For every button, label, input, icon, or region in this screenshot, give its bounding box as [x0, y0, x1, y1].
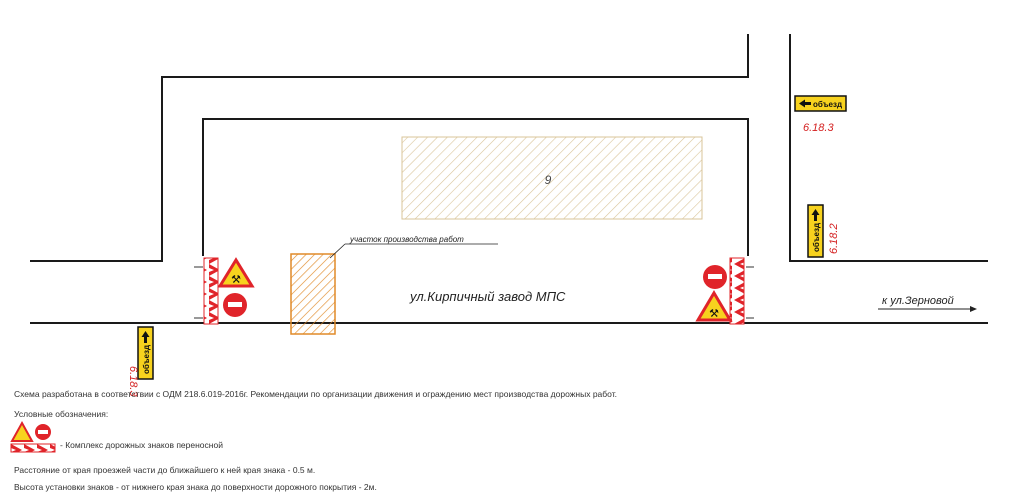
barrier-chevron-right: [730, 258, 744, 324]
building-9: [402, 137, 702, 219]
work-area-hatch: [291, 254, 335, 334]
detour-sign-text: объезд: [813, 100, 843, 109]
building-hatch: [402, 137, 702, 219]
work-area-leader: [330, 244, 345, 258]
direction-label: к ул.Зерновой: [882, 295, 954, 307]
direction-label-group: [878, 295, 977, 312]
scheme-basis-note: Схема разработана в соответствии с ОДМ 218.6.019-2016г. Рекомендации по организации движения и ограждению мест производства дорожных работ.: [14, 389, 618, 399]
sign-complex-left: [194, 258, 252, 324]
sign-complex-right: [698, 258, 754, 324]
height-rule-note: Высота установки знаков - от нижнего края знака до поверхности дорожного покрытия - 2м.: [14, 482, 377, 492]
legend-title: Условные обозначения:: [14, 409, 109, 419]
detour-sign-top-right: [795, 96, 846, 134]
barrier-chevron-left: [204, 258, 218, 324]
distance-rule-note: Расстояние от края проезжей части до ближайшего к ней края знака - 0.5 м.: [14, 465, 316, 475]
road-works-icon-right: ⚒: [709, 308, 719, 320]
detour-sign-text-v2: объезд: [142, 344, 151, 374]
legend-sign-complex-icon: [10, 420, 56, 454]
legend-item: - Комплекс дорожных знаков переносной: [60, 440, 223, 450]
direction-arrow-head: [970, 306, 977, 312]
detour-sign-text-v1: объезд: [812, 222, 821, 252]
work-area-label: участок производства работ: [350, 235, 464, 244]
building-number: 9: [544, 173, 552, 187]
street-name: ул.Кирпичный завод МПС: [410, 289, 566, 304]
road-works-icon-left: ⚒: [231, 274, 241, 286]
sign-code-right-vertical: 6.18.2: [828, 223, 840, 254]
detour-sign-right-vertical: [808, 205, 840, 257]
detour-sign-left-vertical: [127, 327, 153, 397]
sign-code-top-right: 6.18.3: [803, 122, 834, 134]
sign-code-left-vertical: 6.18.3: [127, 366, 139, 397]
work-area: [291, 235, 498, 334]
